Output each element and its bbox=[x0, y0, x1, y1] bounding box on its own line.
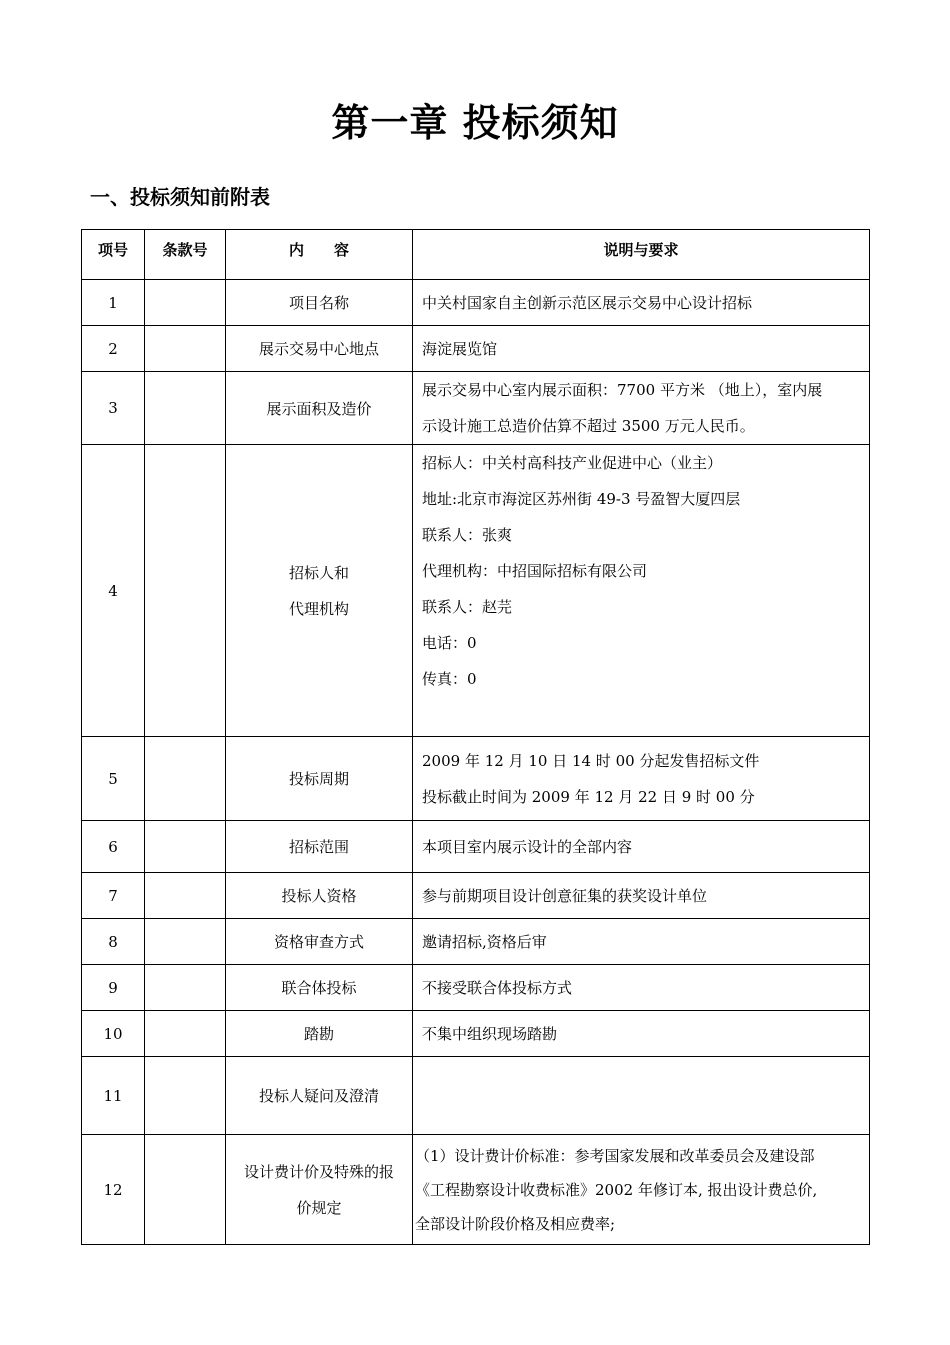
description-cell bbox=[413, 737, 870, 821]
table-row bbox=[82, 919, 870, 965]
description-cell bbox=[413, 445, 870, 737]
description-text: 邀请招标,资格后审 bbox=[422, 932, 547, 951]
clause-number-cell bbox=[145, 821, 226, 873]
description-text: 2009 年 12 月 10 日 14 时 00 分起发售招标文件 bbox=[422, 751, 760, 770]
clause-number-cell bbox=[145, 445, 226, 737]
content-cell bbox=[226, 280, 413, 326]
item-number-cell: 8 bbox=[82, 919, 145, 965]
bid-notice-table bbox=[81, 229, 870, 1245]
description-cell bbox=[413, 873, 870, 919]
description-text: 招标人：中关村高科技产业促进中心（业主） bbox=[422, 454, 723, 472]
description-text: 参与前期项目设计创意征集的获奖设计单位 bbox=[422, 886, 708, 905]
clause-number-cell bbox=[145, 1135, 226, 1245]
description-cell bbox=[413, 1011, 870, 1057]
description-cell bbox=[413, 1135, 870, 1245]
description-text: 联系人：赵芫 bbox=[422, 598, 513, 616]
section-title: 一、投标须知前附表 bbox=[90, 185, 270, 209]
description-cell bbox=[413, 1057, 870, 1135]
content-text: 招标人和 bbox=[288, 563, 349, 582]
chapter-title: 第一章 投标须知 bbox=[331, 101, 619, 145]
description-cell bbox=[413, 919, 870, 965]
header-description: 说明与要求 bbox=[413, 230, 870, 280]
header-item-no: 项号 bbox=[82, 230, 145, 280]
content-cell bbox=[226, 737, 413, 821]
description-cell bbox=[413, 965, 870, 1011]
table-row bbox=[82, 737, 870, 821]
description-text: 联系人：张爽 bbox=[422, 526, 513, 544]
content-text: 踏勘 bbox=[303, 1025, 334, 1043]
item-number-cell: 11 bbox=[82, 1057, 145, 1135]
description-text: 投标截止时间为 2009 年 12 月 22 日 9 时 00 分 bbox=[422, 787, 755, 806]
content-cell bbox=[226, 445, 413, 737]
clause-number-cell bbox=[145, 326, 226, 372]
description-text: 电话：0 bbox=[422, 634, 477, 652]
clause-number-cell bbox=[145, 965, 226, 1011]
content-text: 联合体投标 bbox=[281, 979, 357, 997]
table-row bbox=[82, 873, 870, 919]
item-number-cell: 3 bbox=[82, 372, 145, 445]
description-text: 代理机构：中招国际招标有限公司 bbox=[422, 562, 648, 580]
clause-number-cell bbox=[145, 737, 226, 821]
description-text: 本项目室内展示设计的全部内容 bbox=[422, 837, 633, 856]
clause-number-cell bbox=[145, 1011, 226, 1057]
header-content: 内 容 bbox=[226, 230, 413, 280]
table-row bbox=[82, 326, 870, 372]
clause-number-cell bbox=[145, 1057, 226, 1135]
content-text: 价规定 bbox=[296, 1198, 342, 1217]
clause-number-cell bbox=[145, 280, 226, 326]
description-cell bbox=[413, 280, 870, 326]
clause-number-cell bbox=[145, 873, 226, 919]
item-number-cell: 2 bbox=[82, 326, 145, 372]
description-text: 《工程勘察设计收费标准》2002 年修订本, 报出设计费总价, bbox=[415, 1180, 818, 1199]
item-number-cell: 10 bbox=[82, 1011, 145, 1057]
content-text: 代理机构 bbox=[288, 599, 349, 618]
content-text: 投标人资格 bbox=[281, 887, 357, 905]
content-text: 设计费计价及特殊的报 bbox=[243, 1162, 394, 1181]
content-cell bbox=[226, 1011, 413, 1057]
table-row bbox=[82, 821, 870, 873]
content-text: 项目名称 bbox=[288, 294, 349, 312]
item-number-cell: 9 bbox=[82, 965, 145, 1011]
content-cell bbox=[226, 372, 413, 445]
content-text: 投标周期 bbox=[288, 770, 349, 788]
description-cell bbox=[413, 821, 870, 873]
description-text: （1）设计费计价标准：参考国家发展和改革委员会及建设部 bbox=[415, 1146, 815, 1165]
description-text: 展示交易中心室内展示面积：7700 平方米 （地上），室内展 bbox=[422, 381, 823, 399]
description-text: 传真：0 bbox=[422, 670, 477, 688]
header-clause-no: 条款号 bbox=[145, 230, 226, 280]
content-cell bbox=[226, 326, 413, 372]
description-text: 示设计施工总造价估算不超过 3500 万元人民币。 bbox=[422, 417, 755, 435]
content-text: 招标范围 bbox=[288, 838, 349, 856]
content-text: 展示面积及造价 bbox=[266, 399, 372, 418]
table-row bbox=[82, 280, 870, 326]
content-text: 投标人疑问及澄清 bbox=[258, 1087, 379, 1105]
description-cell bbox=[413, 372, 870, 445]
table-row bbox=[82, 372, 870, 445]
content-cell bbox=[226, 965, 413, 1011]
description-cell bbox=[413, 326, 870, 372]
description-text: 中关村国家自主创新示范区展示交易中心设计招标 bbox=[422, 293, 753, 312]
table-row bbox=[82, 1135, 870, 1245]
item-number-cell: 4 bbox=[82, 445, 145, 737]
content-cell bbox=[226, 919, 413, 965]
content-text: 资格审查方式 bbox=[273, 933, 364, 951]
table-row bbox=[82, 965, 870, 1011]
table-row bbox=[82, 1011, 870, 1057]
item-number-cell: 1 bbox=[82, 280, 145, 326]
table-row bbox=[82, 1057, 870, 1135]
clause-number-cell bbox=[145, 919, 226, 965]
description-text: 不接受联合体投标方式 bbox=[422, 978, 573, 997]
item-number-cell: 6 bbox=[82, 821, 145, 873]
content-text: 展示交易中心地点 bbox=[258, 340, 379, 358]
item-number-cell: 7 bbox=[82, 873, 145, 919]
description-text: 地址:北京市海淀区苏州街 49-3 号盈智大厦四层 bbox=[422, 490, 741, 508]
description-text: 海淀展览馆 bbox=[422, 339, 498, 358]
description-text: 全部设计阶段价格及相应费率; bbox=[415, 1214, 616, 1233]
content-cell bbox=[226, 821, 413, 873]
content-cell bbox=[226, 873, 413, 919]
item-number-cell: 12 bbox=[82, 1135, 145, 1245]
table-row bbox=[82, 445, 870, 737]
table-header-row bbox=[82, 230, 870, 280]
content-cell bbox=[226, 1057, 413, 1135]
content-cell bbox=[226, 1135, 413, 1245]
item-number-cell: 5 bbox=[82, 737, 145, 821]
description-text: 不集中组织现场踏勘 bbox=[422, 1024, 558, 1043]
clause-number-cell bbox=[145, 372, 226, 445]
